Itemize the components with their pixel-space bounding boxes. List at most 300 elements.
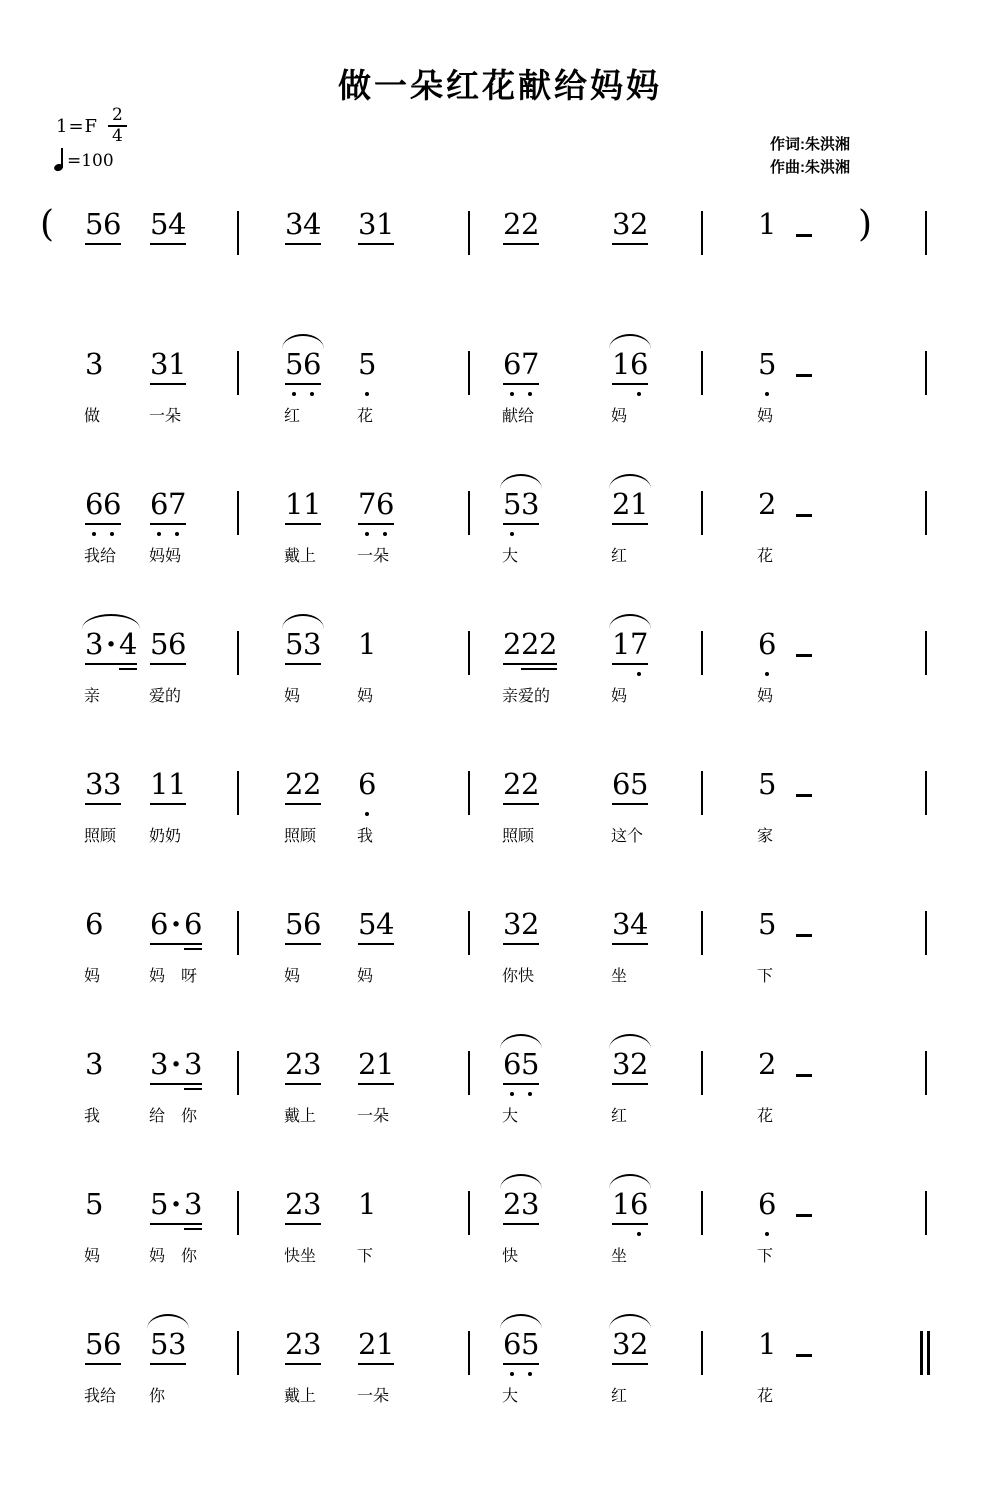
octave-dot-low: [637, 1232, 641, 1236]
note-digit: 3: [150, 1047, 169, 1081]
octave-dot-low: [510, 1372, 514, 1376]
note-digit: 1: [168, 767, 187, 801]
beam-line: [285, 1223, 321, 1225]
barline: [701, 1331, 703, 1375]
note-digit: 3: [103, 767, 122, 801]
beam-line: [85, 523, 121, 525]
note-digit: 3: [303, 627, 322, 661]
lyric: 坐: [611, 968, 628, 985]
octave-dot-low: [92, 532, 96, 536]
beam-line: [150, 383, 186, 385]
note-digit: 4: [376, 907, 395, 941]
barline: [701, 351, 703, 395]
note-digit: 4: [168, 207, 187, 241]
octave-dot-low: [528, 392, 532, 396]
lyric: 爱的: [149, 688, 182, 705]
note-digit: 6: [103, 487, 122, 521]
barline: [237, 1191, 239, 1235]
note-digit: 1: [612, 1187, 631, 1221]
lyricist-credit: 作词:朱洪湘: [770, 136, 850, 153]
slur-arc: [500, 1174, 542, 1189]
lyric: 你: [149, 1388, 166, 1405]
note-digit: 3: [150, 347, 169, 381]
dot-separator: ·: [170, 1187, 182, 1221]
beam-line: [150, 1363, 186, 1365]
slur-arc: [609, 334, 651, 349]
beam-line: [612, 943, 648, 945]
music-line: [0, 475, 1000, 615]
lyric: 亲爱的: [502, 688, 551, 705]
note-digit: 6: [376, 487, 395, 521]
note-digit: 3: [612, 1047, 631, 1081]
note-digit: 3: [85, 627, 104, 661]
slur-arc: [282, 334, 324, 349]
note-digit: 5: [85, 207, 104, 241]
note-digit: 1: [376, 207, 395, 241]
beam-line-2: [119, 668, 137, 670]
octave-dot-low: [175, 532, 179, 536]
note-digit: 7: [358, 487, 377, 521]
beam-line: [285, 663, 321, 665]
lyric: 坐: [611, 1248, 628, 1265]
lyric: 红: [611, 1108, 628, 1125]
slur-arc: [500, 474, 542, 489]
note-digit: 1: [758, 1327, 777, 1361]
note-digit: 2: [758, 1047, 777, 1081]
note-digit: 3: [168, 1327, 187, 1361]
barline: [468, 1331, 470, 1375]
beam-line: [358, 1363, 394, 1365]
beam-line: [612, 243, 648, 245]
note-digit: 5: [150, 207, 169, 241]
barline: [925, 1051, 927, 1095]
note-digit: 3: [303, 1047, 322, 1081]
note-digit: 2: [758, 487, 777, 521]
beam-line: [150, 1223, 202, 1225]
note-digit: 3: [503, 907, 522, 941]
music-line: [0, 1315, 1000, 1455]
note-digit: 2: [285, 1047, 304, 1081]
lyric: 妈: [357, 968, 374, 985]
close-paren-symbol: ): [858, 204, 873, 245]
final-barline: [927, 1331, 930, 1375]
note-digit: 2: [539, 627, 558, 661]
beam-line: [150, 803, 186, 805]
slur-arc: [609, 474, 651, 489]
octave-dot-low: [765, 392, 769, 396]
note-digit: 5: [521, 1327, 540, 1361]
note-digit: 5: [630, 767, 649, 801]
barline: [468, 1191, 470, 1235]
note-digit: 3: [285, 207, 304, 241]
lyric: 妈: [357, 688, 374, 705]
beam-line: [503, 523, 539, 525]
barline: [237, 771, 239, 815]
note-digit: 5: [85, 1187, 104, 1221]
octave-dot-low: [765, 1232, 769, 1236]
lyric: 大: [502, 1388, 519, 1405]
beam-line: [285, 943, 321, 945]
final-barline: [920, 1331, 923, 1375]
music-line: [0, 755, 1000, 895]
beam-line: [612, 1223, 648, 1225]
note-digit: 1: [630, 487, 649, 521]
lyric: 一朵: [357, 1108, 390, 1125]
note-digit: 3: [303, 1327, 322, 1361]
beam-line: [503, 663, 557, 665]
music-line: [0, 895, 1000, 1035]
beam-line: [503, 943, 539, 945]
barline: [468, 771, 470, 815]
beam-line: [150, 663, 186, 665]
note-digit: 5: [358, 907, 377, 941]
note-digit: 3: [85, 767, 104, 801]
beam-line-2: [184, 948, 202, 950]
barline: [237, 211, 239, 255]
note-digit: 2: [285, 767, 304, 801]
barline: [468, 631, 470, 675]
slur-arc: [500, 1034, 542, 1049]
key-signature: 1=F: [56, 116, 99, 137]
note-digit: 5: [150, 627, 169, 661]
tempo-value: =100: [67, 151, 114, 171]
beam-line: [150, 523, 186, 525]
note-digit: 4: [630, 907, 649, 941]
note-digit: 1: [150, 767, 169, 801]
note-digit: 5: [758, 767, 777, 801]
note-digit: 6: [358, 767, 377, 801]
lyric: 妈: [284, 688, 301, 705]
music-line: [0, 1035, 1000, 1175]
note-digit: 3: [85, 1047, 104, 1081]
lyric: 红: [284, 408, 301, 425]
barline: [701, 1051, 703, 1095]
barline: [925, 491, 927, 535]
duration-dash: [796, 654, 812, 657]
barline: [468, 351, 470, 395]
note-digit: 5: [758, 347, 777, 381]
lyric: 大: [502, 1108, 519, 1125]
note-digit: 1: [303, 487, 322, 521]
note-digit: 2: [503, 627, 522, 661]
slur-arc: [147, 1314, 189, 1329]
beam-line: [503, 803, 539, 805]
note-digit: 6: [612, 767, 631, 801]
note-digit: 6: [103, 1327, 122, 1361]
music-line: [0, 1175, 1000, 1315]
note-digit: 5: [285, 907, 304, 941]
beam-line: [358, 243, 394, 245]
lyric: 妈: [284, 968, 301, 985]
note-digit: 6: [503, 1327, 522, 1361]
note-digit: 7: [168, 487, 187, 521]
lyric: 妈 你: [149, 1248, 198, 1265]
barline: [237, 1331, 239, 1375]
duration-dash: [796, 1074, 812, 1077]
open-paren-symbol: (: [40, 204, 55, 245]
duration-dash: [796, 374, 812, 377]
beam-line: [150, 243, 186, 245]
note-digit: 2: [630, 1327, 649, 1361]
barline: [925, 211, 927, 255]
note-digit: 7: [521, 347, 540, 381]
duration-dash: [796, 794, 812, 797]
lyric: 一朵: [357, 548, 390, 565]
note-digit: 5: [758, 907, 777, 941]
note-digit: 1: [358, 627, 377, 661]
note-digit: 1: [612, 627, 631, 661]
barline: [925, 1191, 927, 1235]
slur-arc: [609, 1034, 651, 1049]
note-digit: 2: [630, 1047, 649, 1081]
lyric: 妈 呀: [149, 968, 198, 985]
beam-line: [503, 383, 539, 385]
lyric: 妈: [611, 688, 628, 705]
barline: [925, 771, 927, 815]
note-digit: 2: [285, 1187, 304, 1221]
octave-dot-low: [637, 392, 641, 396]
lyric: 快坐: [284, 1248, 317, 1265]
lyric: 快: [502, 1248, 519, 1265]
barline: [701, 631, 703, 675]
note-digit: 1: [168, 347, 187, 381]
duration-dash: [796, 514, 812, 517]
lyric: 戴上: [284, 1108, 317, 1125]
octave-dot-low: [110, 532, 114, 536]
note-digit: 2: [521, 767, 540, 801]
note-digit: 6: [150, 907, 169, 941]
barline: [468, 1051, 470, 1095]
slur-arc: [609, 1314, 651, 1329]
beam-line: [285, 1083, 321, 1085]
beam-line: [503, 1083, 539, 1085]
lyric: 妈: [757, 408, 774, 425]
lyric: 照顾: [84, 828, 117, 845]
duration-dash: [796, 1354, 812, 1357]
note-digit: 6: [630, 347, 649, 381]
composer-credit: 作曲:朱洪湘: [770, 159, 850, 176]
duration-dash: [796, 234, 812, 237]
time-signature-denominator: 4: [112, 126, 123, 146]
lyric: 花: [757, 1388, 774, 1405]
slur-arc: [609, 614, 651, 629]
lyric: 下: [757, 968, 774, 985]
lyric: 妈: [757, 688, 774, 705]
note-digit: 6: [184, 907, 203, 941]
lyric: 照顾: [502, 828, 535, 845]
octave-dot-low: [510, 1092, 514, 1096]
barline: [925, 911, 927, 955]
octave-dot-low: [365, 392, 369, 396]
lyric: 花: [757, 548, 774, 565]
octave-dot-low: [528, 1092, 532, 1096]
beam-line: [85, 663, 137, 665]
note-digit: 3: [184, 1047, 203, 1081]
octave-dot-low: [510, 392, 514, 396]
note-digit: 5: [285, 627, 304, 661]
beam-line: [358, 523, 394, 525]
music-line: [0, 195, 1000, 335]
note-digit: 2: [358, 1047, 377, 1081]
note-digit: 3: [521, 1187, 540, 1221]
note-digit: 4: [119, 627, 138, 661]
lyric: 家: [757, 828, 774, 845]
barline: [468, 911, 470, 955]
lyric: 下: [357, 1248, 374, 1265]
beam-line: [85, 243, 121, 245]
lyric: 戴上: [284, 548, 317, 565]
note-digit: 3: [612, 207, 631, 241]
note-digit: 4: [303, 207, 322, 241]
note-digit: 7: [630, 627, 649, 661]
note-digit: 6: [503, 1047, 522, 1081]
note-digit: 2: [521, 907, 540, 941]
note-digit: 1: [376, 1327, 395, 1361]
beam-line: [358, 1083, 394, 1085]
beam-line: [285, 383, 321, 385]
barline: [237, 491, 239, 535]
octave-dot-low: [510, 532, 514, 536]
note-digit: 6: [630, 1187, 649, 1221]
note-digit: 5: [150, 1327, 169, 1361]
barline: [701, 771, 703, 815]
music-line: [0, 615, 1000, 755]
lyric: 红: [611, 548, 628, 565]
lyric: 红: [611, 1388, 628, 1405]
note-digit: 3: [358, 207, 377, 241]
beam-line: [150, 943, 202, 945]
octave-dot-low: [310, 392, 314, 396]
octave-dot-low: [292, 392, 296, 396]
note-digit: 6: [168, 627, 187, 661]
note-digit: 2: [503, 1187, 522, 1221]
beam-line: [612, 1083, 648, 1085]
barline: [701, 211, 703, 255]
lyric: 我给: [84, 548, 117, 565]
lyric: 大: [502, 548, 519, 565]
note-digit: 3: [612, 907, 631, 941]
beam-line: [150, 1083, 202, 1085]
lyric: 戴上: [284, 1388, 317, 1405]
beam-line: [85, 1363, 121, 1365]
barline: [468, 211, 470, 255]
note-digit: 1: [758, 207, 777, 241]
barline: [237, 1051, 239, 1095]
beam-line-2: [184, 1228, 202, 1230]
beam-line: [285, 803, 321, 805]
lyric: 妈: [611, 408, 628, 425]
beam-line: [503, 1363, 539, 1365]
lyric: 奶奶: [149, 828, 182, 845]
barline: [701, 491, 703, 535]
note-digit: 3: [612, 1327, 631, 1361]
note-digit: 3: [303, 1187, 322, 1221]
note-digit: 3: [85, 347, 104, 381]
barline: [237, 911, 239, 955]
lyric: 妈: [84, 1248, 101, 1265]
note-digit: 6: [303, 347, 322, 381]
lyric: 我: [357, 828, 374, 845]
note-digit: 6: [85, 487, 104, 521]
slur-arc: [82, 614, 140, 629]
beam-line: [503, 243, 539, 245]
beam-line: [285, 523, 321, 525]
octave-dot-low: [383, 532, 387, 536]
lyric: 下: [757, 1248, 774, 1265]
lyric: 一朵: [357, 1388, 390, 1405]
note-digit: 5: [358, 347, 377, 381]
duration-dash: [796, 1214, 812, 1217]
note-digit: 1: [285, 487, 304, 521]
note-digit: 5: [503, 487, 522, 521]
lyric: 一朵: [149, 408, 182, 425]
note-digit: 3: [184, 1187, 203, 1221]
note-digit: 1: [376, 1047, 395, 1081]
page-title: 做一朵红花献给妈妈: [338, 66, 662, 105]
note-digit: 2: [285, 1327, 304, 1361]
note-digit: 3: [521, 487, 540, 521]
barline: [237, 351, 239, 395]
lyric: 花: [757, 1108, 774, 1125]
beam-line: [285, 1363, 321, 1365]
beam-line-2: [521, 668, 557, 670]
dot-separator: ·: [170, 907, 182, 941]
lyric: 你快: [502, 968, 535, 985]
note-digit: 6: [503, 347, 522, 381]
note-digit: 6: [85, 907, 104, 941]
lyric: 妈妈: [149, 548, 182, 565]
note-digit: 1: [612, 347, 631, 381]
octave-dot-low: [365, 812, 369, 816]
slur-arc: [282, 614, 324, 629]
note-digit: 5: [521, 1047, 540, 1081]
lyric: 给 你: [149, 1108, 198, 1125]
octave-dot-low: [528, 1372, 532, 1376]
lyric: 这个: [611, 828, 644, 845]
beam-line: [85, 803, 121, 805]
lyric: 献给: [502, 408, 535, 425]
note-digit: 2: [521, 627, 540, 661]
barline: [701, 911, 703, 955]
lyric: 花: [357, 408, 374, 425]
note-digit: 2: [503, 767, 522, 801]
beam-line-2: [184, 1088, 202, 1090]
note-digit: 6: [103, 207, 122, 241]
note-digit: 2: [612, 487, 631, 521]
beam-line: [503, 1223, 539, 1225]
note-digit: 6: [758, 627, 777, 661]
beam-line: [612, 383, 648, 385]
lyric: 妈: [84, 968, 101, 985]
slur-arc: [609, 1174, 651, 1189]
duration-dash: [796, 934, 812, 937]
octave-dot-low: [365, 532, 369, 536]
barline: [925, 631, 927, 675]
barline: [701, 1191, 703, 1235]
beam-line: [285, 243, 321, 245]
music-line: [0, 335, 1000, 475]
lyric: 照顾: [284, 828, 317, 845]
barline: [237, 631, 239, 675]
note-digit: 2: [503, 207, 522, 241]
barline: [468, 491, 470, 535]
note-digit: 2: [358, 1327, 377, 1361]
note-digit: 5: [85, 1327, 104, 1361]
lyric: 做: [84, 408, 101, 425]
note-digit: 2: [630, 207, 649, 241]
beam-line: [612, 1363, 648, 1365]
time-signature-numerator: 2: [108, 106, 127, 127]
